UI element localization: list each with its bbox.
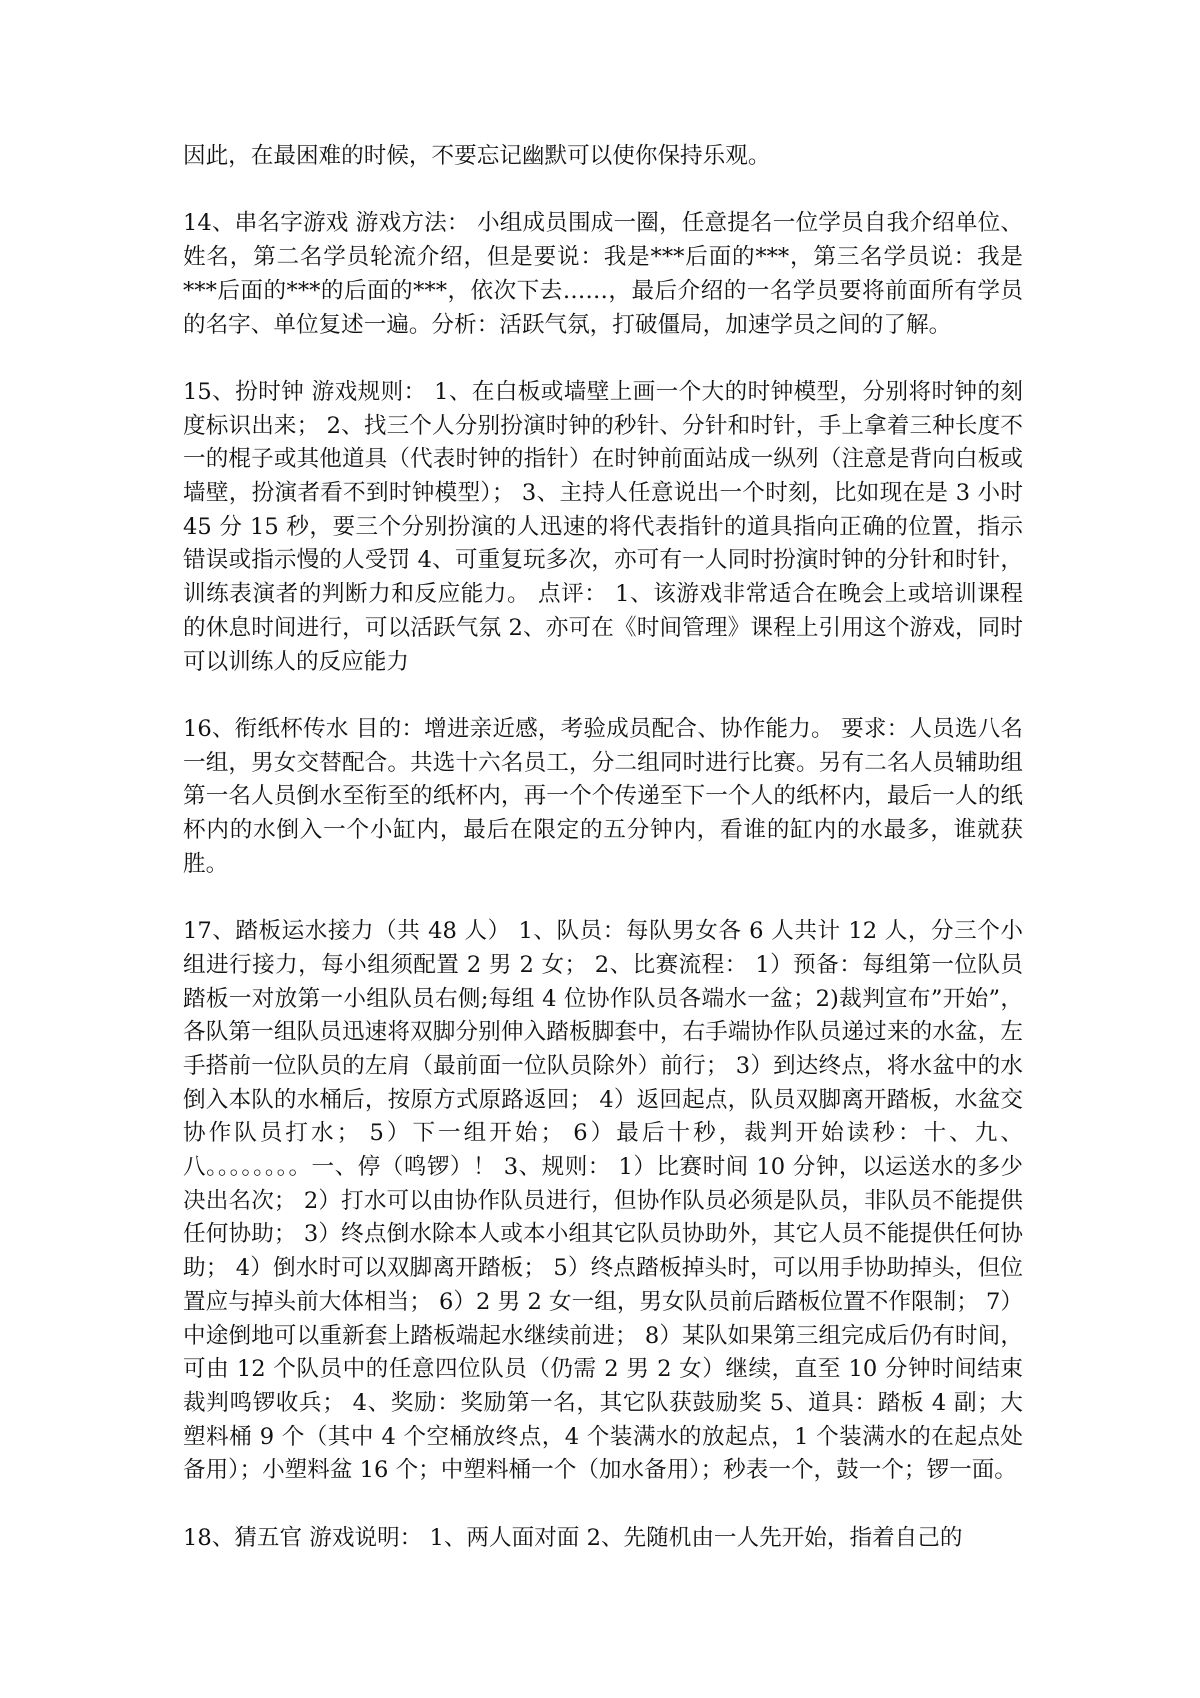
paragraph-game-16: 16、衔纸杯传水 目的：增进亲近感，考验成员配合、协作能力。 要求：人员选八名一组，男女交替配合。共选十六名员工，分二组同时进行比赛。另有二名人员辅助组第一名人员倒水至衔至的纸杯内，再一个个传递至下一个人的纸杯内，最后一人的纸杯内的水倒入一个小缸内，最后在限定的五分钟内，看谁的缸内的水最多，谁就获胜。 [183, 715, 1023, 877]
paragraph-game-14: 14、串名字游戏 游戏方法： 小组成员围成一圈，任意提名一位学员自我介绍单位、姓名，第二名学员轮流介绍，但是要说：我是***后面的***，第三名学员说：我是***后面的***的后面的***，依次下去……，最后介绍的一名学员要将前面所有学员的名字、单位复述一遍。分析：活跃气氛，打破僵局，加速学员之间的了解。 [183, 210, 1023, 338]
document-body [183, 140, 1023, 1555]
paragraph-game-18: 18、猜五官 游戏说明： 1、两人面对面 2、先随机由一人先开始，指着自己的 [183, 1524, 963, 1551]
paragraph-intro: 因此，在最困难的时候，不要忘记幽默可以使你保持乐观。 [183, 143, 771, 169]
paragraph-game-17: 17、踏板运水接力（共 48 人） 1、队员：每队男女各 6 人共计 12 人，分三个小组进行接力，每小组须配置 2 男 2 女； 2、比赛流程： 1）预备：每组第一位队员踏板一对放第一小组队员右侧;每组 4 位协作队员各端水一盆；2)裁判宣布”开始”，各队第一组队员迅速将双脚分别伸入踏板脚套中，右手端协作队员递过来的水盆，左手搭前一位队员的左肩（最前面一位队员除外）前行； 3）到达终点，将水盆中的水倒入本队的水桶后，按原方式原路返回； 4）返回起点，队员双脚离开踏板，水盆交协作队员打水； 5）下一组开始； 6）最后十秒，裁判开始读秒：十、九、八。。。。。。。。一、停（鸣锣）！ 3、规则： 1）比赛时间 10 分钟，以运送水的多少决出名次； 2）打水可以由协作队员进行，但协作队员必须是队员，非队员不能提供任何协助； 3）终点倒水除本人或本小组其它队员协助外，其它人员不能提供任何协助； 4）倒水时可以双脚离开踏板； 5）终点踏板掉头时，可以用手协助掉头，但位置应与掉头前大体相当； 6）2 男 2 女一组，男女队员前后踏板位置不作限制； 7）中途倒地可以重新套上踏板端起水继续前进； 8）某队如果第三组完成后仍有时间，可由 12 个队员中的任意四位队员（仍需 2 男 2 女）继续，直至 10 分钟时间结束裁判鸣锣收兵； 4、奖励：奖励第一名，其它队获鼓励奖 5、道具：踏板 4 副；大塑料桶 9 个（其中 4 个空桶放终点，4 个装满水的放起点，1 个装满水的在起点处备用）；小塑料盆 16 个；中塑料桶一个（加水备用）；秒表一个，鼓一个；锣一面。 [183, 918, 1023, 1484]
paragraph-game-15: 15、扮时钟 游戏规则： 1、在白板或墙壁上画一个大的时钟模型，分别将时钟的刻度标识出来； 2、找三个人分别扮演时钟的秒针、分针和时针，手上拿着三种长度不一的棍子或其他道具（代表时钟的指针）在时钟前面站成一纵列（注意是背向白板或墙壁，扮演者看不到时钟模型）； 3、主持人任意说出一个时刻，比如现在是 3 小时 45 分 15 秒，要三个分别扮演的人迅速的将代表指针的道具指向正确的位置，指示错误或指示慢的人受罚 4、可重复玩多次，亦可有一人同时扮演时钟的分针和时针，训练表演者的判断力和反应能力。 点评： 1、该游戏非常适合在晚会上或培训课程的休息时间进行，可以活跃气氛 2、亦可在《时间管理》课程上引用这个游戏，同时可以训练人的反应能力 [183, 378, 1023, 675]
